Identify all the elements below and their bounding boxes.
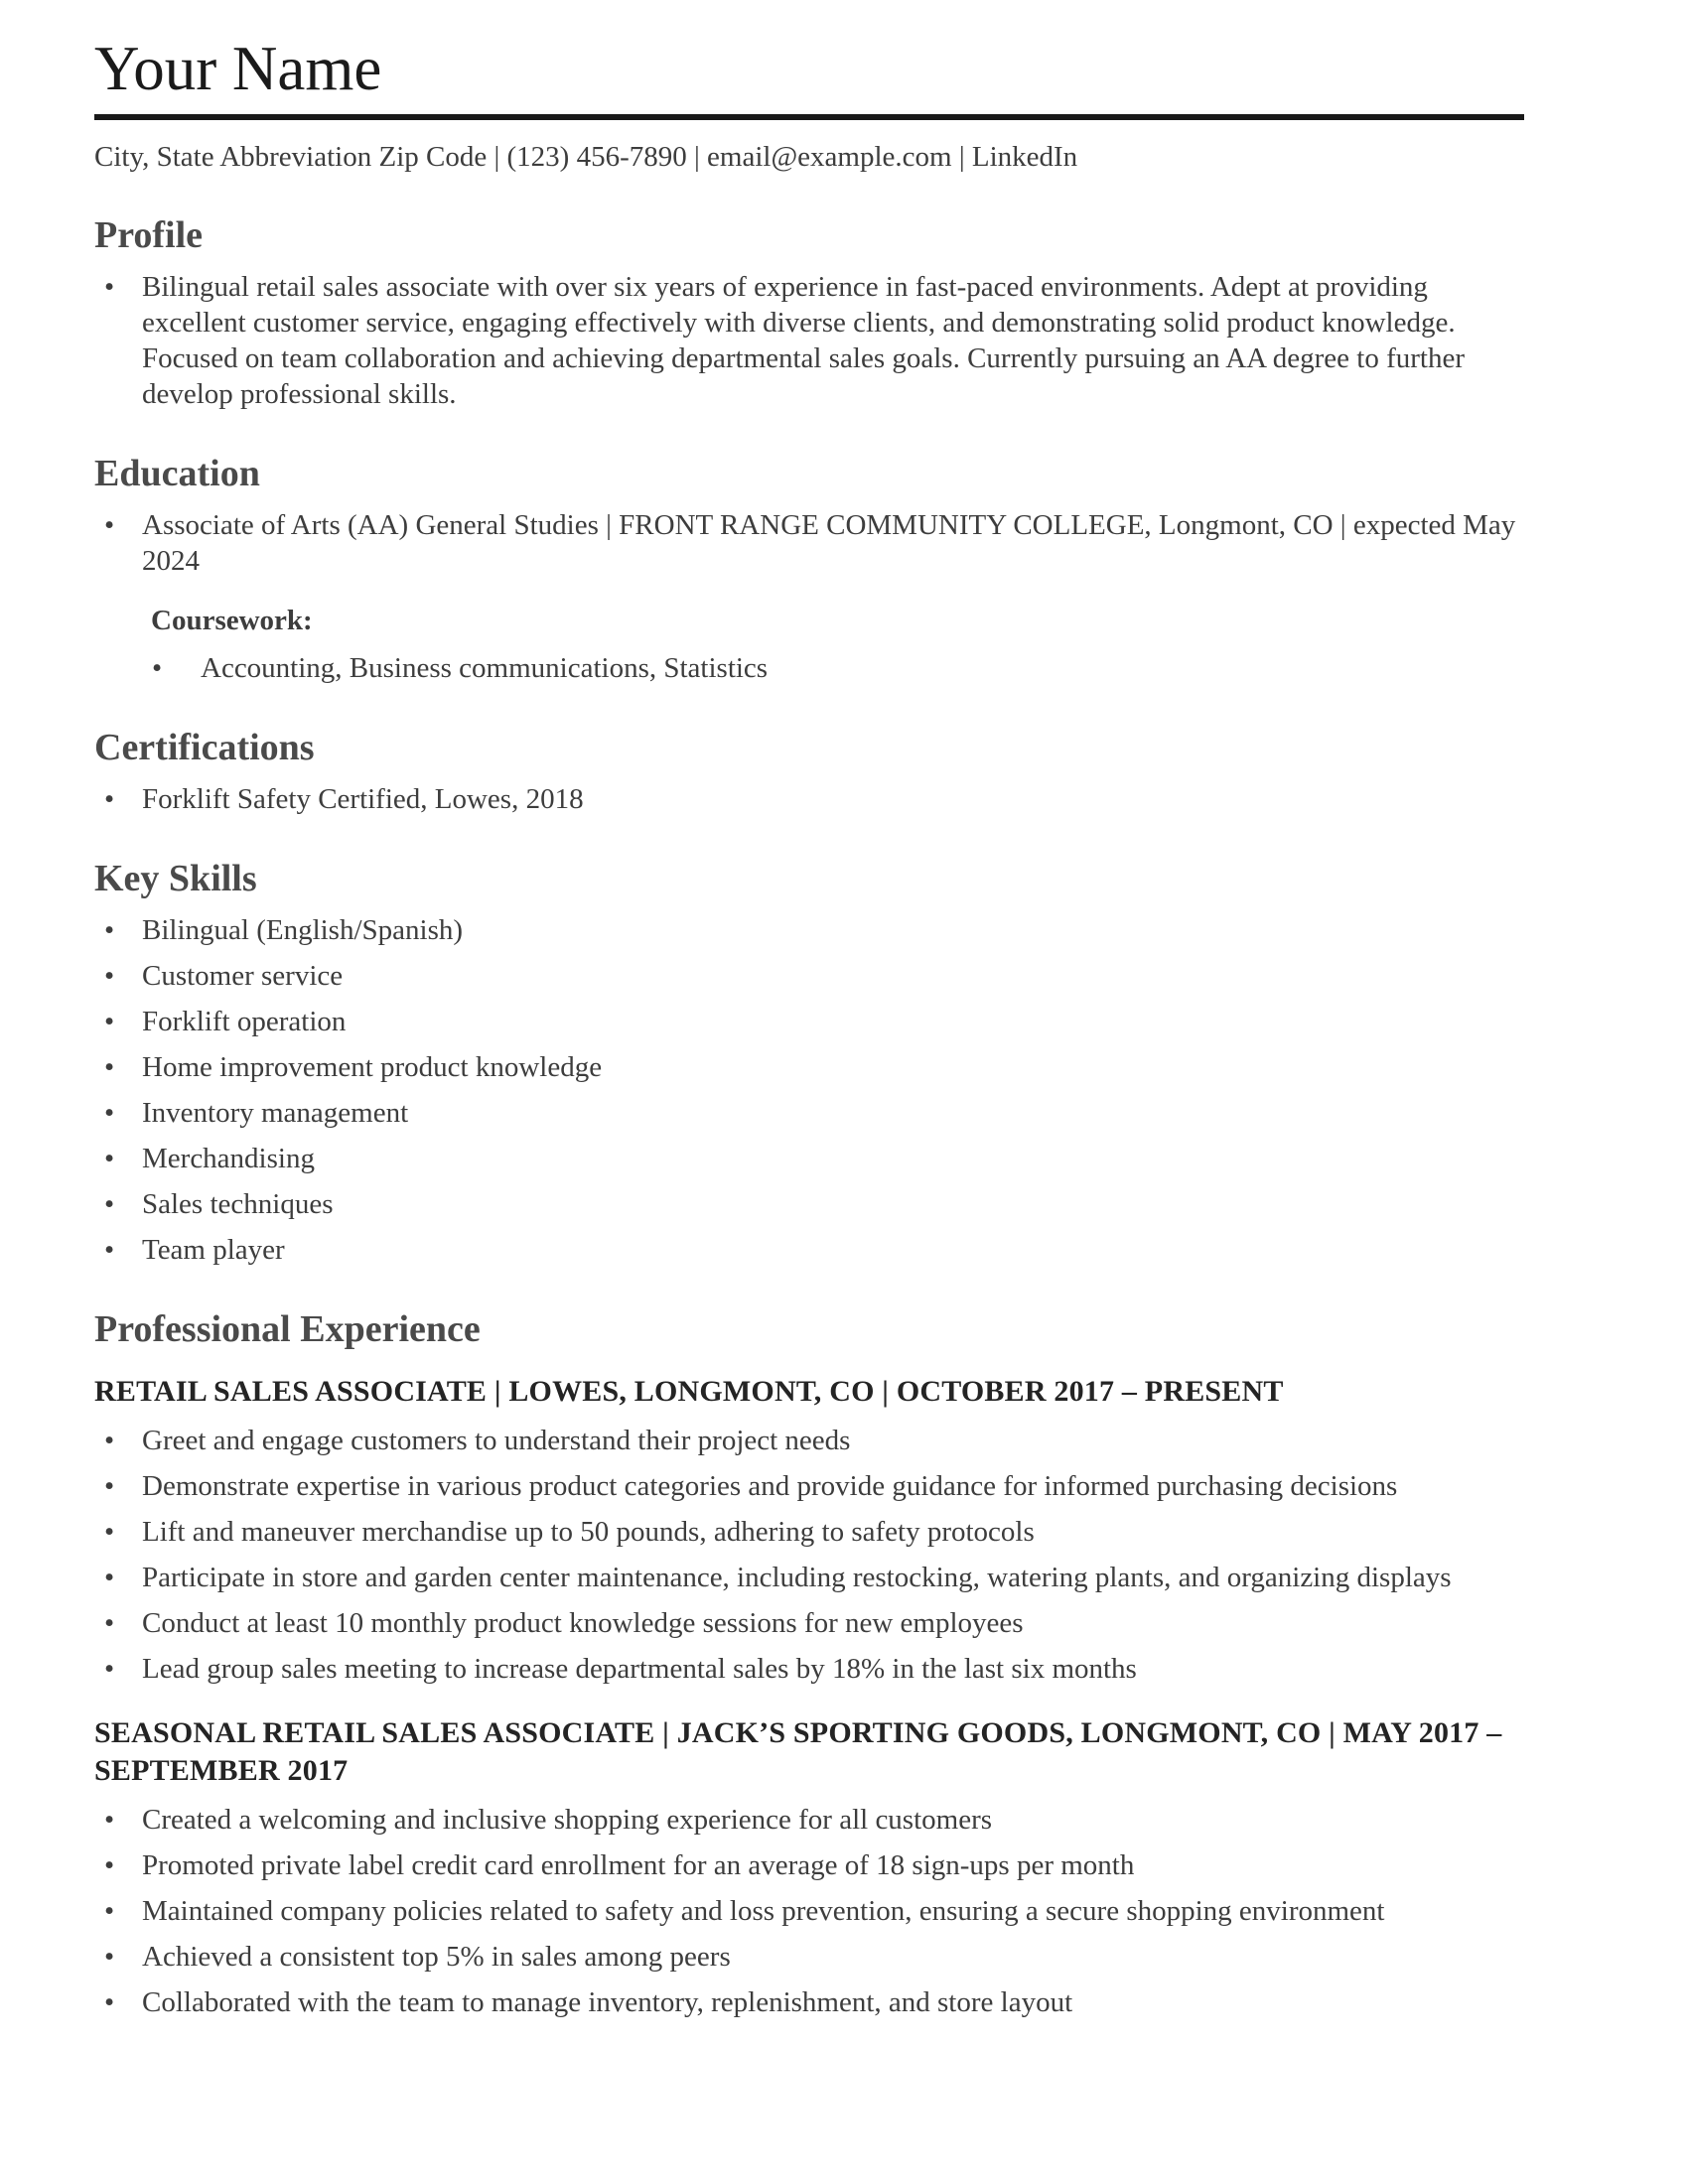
skill-bullet-item: • Team player [94, 1232, 1524, 1268]
job-1-bullet-item: • Conduct at least 10 monthly product knowledge sessions for new employees [94, 1605, 1524, 1641]
header-rule [94, 114, 1524, 120]
certifications-list [94, 781, 1524, 817]
section-profile [94, 213, 1524, 412]
job-1-bullet-list [94, 1423, 1524, 1687]
section-experience [94, 1307, 1524, 2020]
education-list [94, 507, 1524, 579]
section-education [94, 452, 1524, 686]
job-1-bullet-item: • Participate in store and garden center maintenance, including restocking, watering plants, and organizing displays [94, 1560, 1524, 1595]
certification-bullet-item: • Forklift Safety Certified, Lowes, 2018 [94, 781, 1524, 817]
job-title-seasonal-retail-sales-associate: SEASONAL RETAIL SALES ASSOCIATE | JACK’S SPORTING GOODS, LONGMONT, CO | MAY 2017 – SEPTEMBER 2017 [94, 1715, 1502, 1787]
skill-bullet-item: • Forklift operation [94, 1004, 1524, 1039]
skill-bullet-item: • Merchandising [94, 1141, 1524, 1176]
experience-section-title: Professional Experience [94, 1307, 481, 1350]
coursework-label: Coursework: [151, 604, 313, 636]
job-2-bullet-item: • Maintained company policies related to safety and loss prevention, ensuring a secure shopping environment [94, 1893, 1524, 1929]
skill-bullet-item: • Bilingual (English/Spanish) [94, 912, 1524, 948]
profile-bullet-item: • Bilingual retail sales associate with over six years of experience in fast-paced environments. Adept at providing excellent customer service, engaging effectively with diverse clients, and demonstrating solid product knowledge. Focused on team collaboration and achieving departmental sales goals. Currently pursuing an AA degree to further develop professional skills. [94, 269, 1524, 412]
job-1-bullet-item: • Greet and engage customers to understand their project needs [94, 1423, 1524, 1458]
job-1-bullet-item: • Demonstrate expertise in various product categories and provide guidance for informed purchasing decisions [94, 1468, 1524, 1504]
name-heading: Your Name [94, 34, 382, 103]
education-bullet-item: • Associate of Arts (AA) General Studies | FRONT RANGE COMMUNITY COLLEGE, Longmont, CO | expected May 2024 [94, 507, 1524, 579]
skill-bullet-item: • Home improvement product knowledge [94, 1049, 1524, 1085]
resume-header [94, 30, 1524, 174]
key-skills-section-title: Key Skills [94, 857, 257, 899]
section-certifications [94, 726, 1524, 817]
coursework-bullet-item: • Accounting, Business communications, Statistics [94, 650, 1524, 686]
skill-bullet-item: • Sales techniques [94, 1186, 1524, 1222]
contact-line: City, State Abbreviation Zip Code | (123) 456-7890 | email@example.com | LinkedIn [94, 140, 1078, 173]
skill-bullet-item: • Customer service [94, 958, 1524, 994]
job-1-bullet-item: • Lift and maneuver merchandise up to 50 pounds, adhering to safety protocols [94, 1514, 1524, 1550]
key-skills-list [94, 912, 1524, 1268]
education-section-title: Education [94, 452, 260, 494]
coursework-list [94, 650, 1524, 686]
job-title-retail-sales-associate: RETAIL SALES ASSOCIATE | LOWES, LONGMONT, CO | OCTOBER 2017 – PRESENT [94, 1374, 1284, 1408]
job-2-bullet-list [94, 1802, 1524, 2020]
section-key-skills [94, 857, 1524, 1268]
certifications-section-title: Certifications [94, 726, 315, 768]
job-2-bullet-item: • Achieved a consistent top 5% in sales among peers [94, 1939, 1524, 1975]
job-1-bullet-item: • Lead group sales meeting to increase departmental sales by 18% in the last six months [94, 1651, 1524, 1687]
profile-list [94, 269, 1524, 412]
profile-section-title: Profile [94, 213, 204, 256]
skill-bullet-item: • Inventory management [94, 1095, 1524, 1131]
job-2-bullet-item: • Collaborated with the team to manage inventory, replenishment, and store layout [94, 1984, 1524, 2020]
job-2-bullet-item: • Created a welcoming and inclusive shopping experience for all customers [94, 1802, 1524, 1838]
job-2-bullet-item: • Promoted private label credit card enrollment for an average of 18 sign-ups per month [94, 1847, 1524, 1883]
